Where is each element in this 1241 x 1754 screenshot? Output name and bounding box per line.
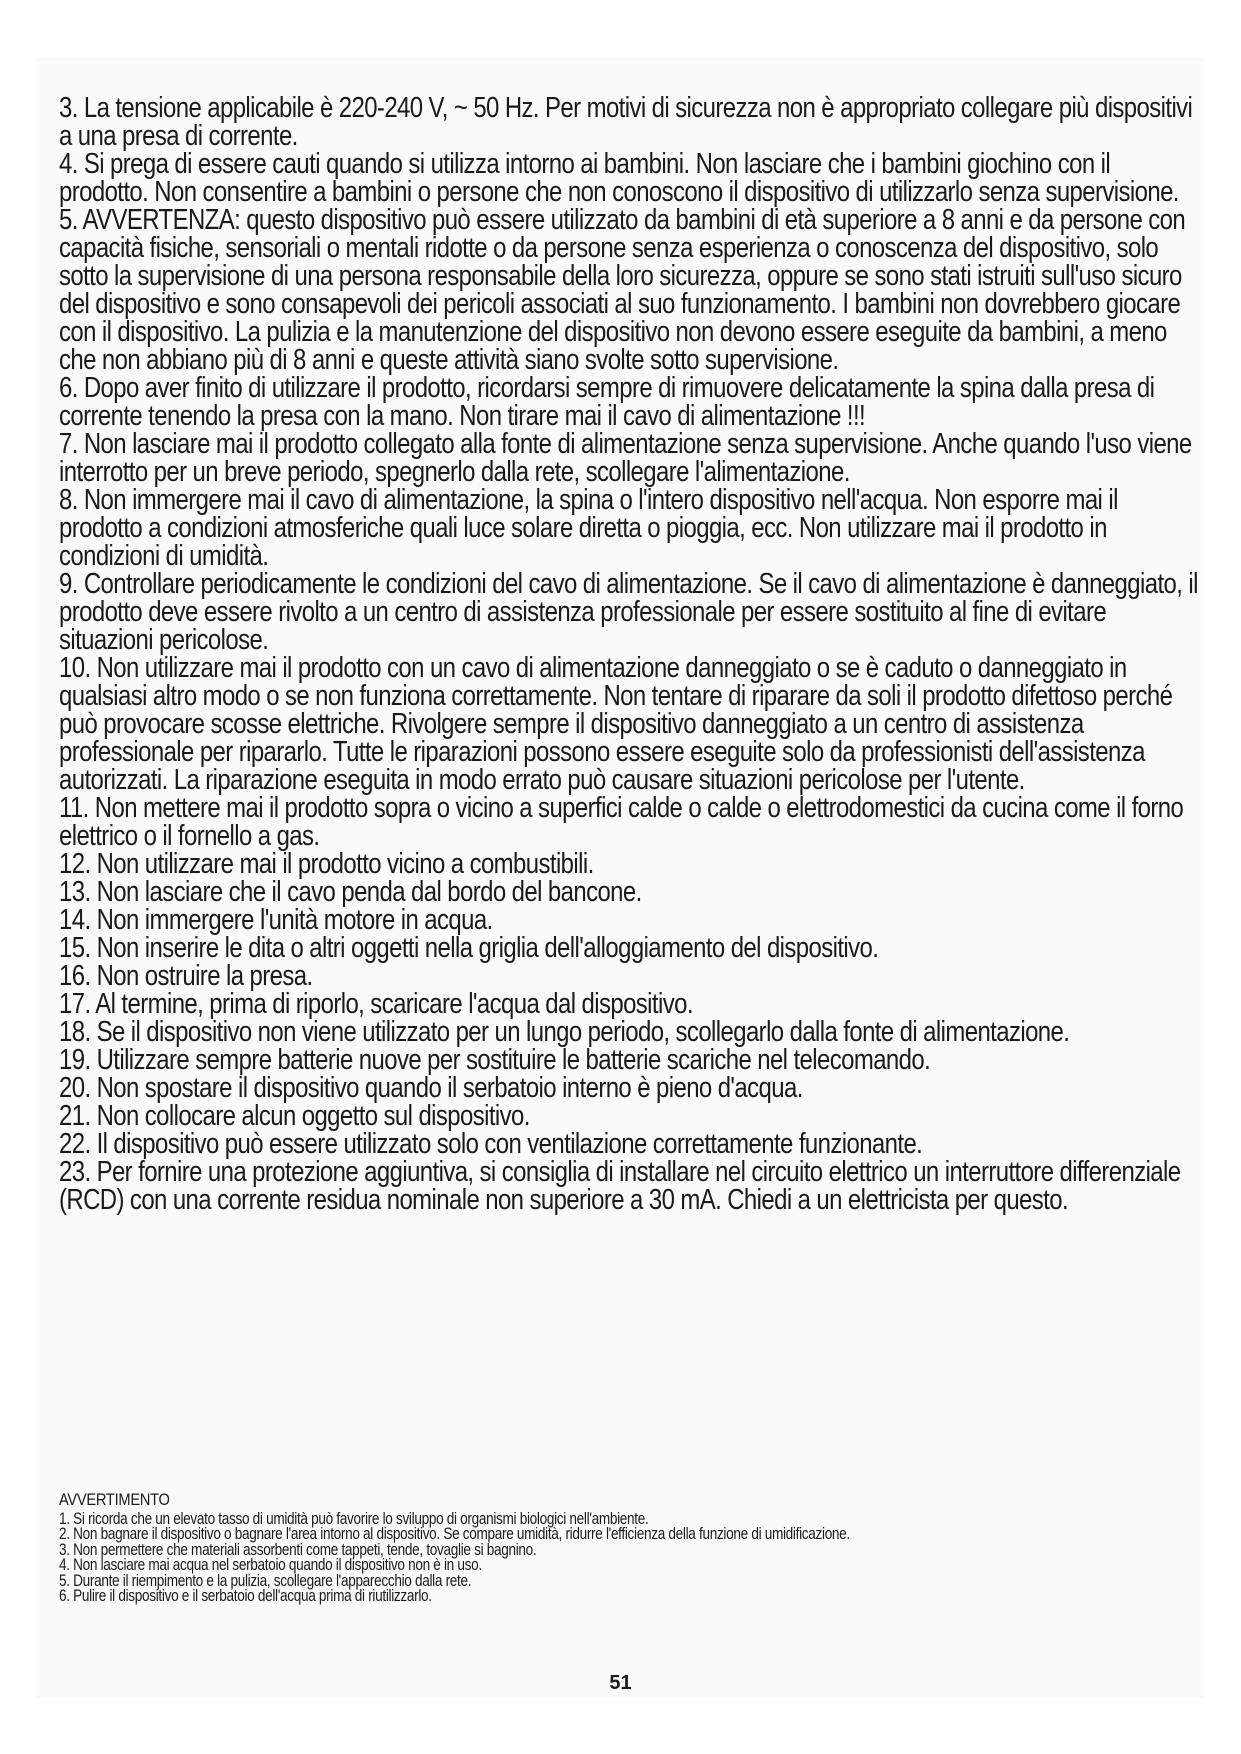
- instruction-item: 22. Il dispositivo può essere utilizzato solo con ventilazione correttamente funzionante.: [59, 1128, 923, 1160]
- warning-item: 1. Si ricorda che un elevato tasso di umidità può favorire lo sviluppo di organismi biologici nell'ambiente.: [59, 1509, 649, 1528]
- instruction-item: 9. Controllare periodicamente le condizioni del cavo di alimentazione. Se il cavo di alimentazione è danneggiato, il prodotto deve essere rivolto a un centro di assistenza professionale per essere sostituito al fine di evitare situazioni pericolose.: [59, 568, 1198, 656]
- instruction-item: 21. Non collocare alcun oggetto sul dispositivo.: [59, 1100, 530, 1132]
- instruction-item: 5. AVVERTENZA: questo dispositivo può essere utilizzato da bambini di età superiore a 8 anni e da persone con capacità fisiche, sensoriali o mentali ridotte o da persone senza esperienza o conoscenza del dispositivo, solo sotto la supervisione di una persona responsabile della loro sicurezza, oppure se sono stati istruiti sull'uso sicuro del dispositivo e sono consapevoli dei pericoli associati al suo funzionamento. I bambini non dovrebbero giocare con il dispositivo. La pulizia e la manutenzione del dispositivo non devono essere eseguite da bambini, a meno che non abbiano più di 8 anni e queste attività siano svolte sotto supervisione.: [59, 204, 1186, 376]
- instruction-item: 19. Utilizzare sempre batterie nuove per sostituire le batterie scariche nel telecomando.: [59, 1044, 931, 1076]
- warning-item: 2. Non bagnare il dispositivo o bagnare l'area intorno al dispositivo. Se compare umidità, ridurre l'efficienza della funzione di umidificazione.: [59, 1524, 850, 1544]
- warning-list: [59, 1509, 1199, 1606]
- instruction-item: 15. Non inserire le dita o altri oggetti nella griglia dell'alloggiamento del dispositivo.: [59, 932, 879, 964]
- instruction-item: 6. Dopo aver finito di utilizzare il prodotto, ricordarsi sempre di rimuovere delicatamente la spina dalla presa di corrente tenendo la presa con la mano. Non tirare mai il cavo di alimentazione !!!: [59, 372, 1155, 432]
- safety-instructions-list: [59, 94, 1199, 1214]
- instruction-item: 8. Non immergere mai il cavo di alimentazione, la spina o l'intero dispositivo nell'acqua. Non esporre mai il prodotto a condizioni atmosferiche quali luce solare diretta o pioggia, ecc. Non utilizzare mai il prodotto in condizioni di umidità.: [59, 484, 1118, 572]
- warning-item: 4. Non lasciare mai acqua nel serbatoio quando il dispositivo non è in uso.: [59, 1555, 482, 1575]
- instruction-item: 23. Per fornire una protezione aggiuntiva, si consiglia di installare nel circuito elettrico un interruttore differenziale (RCD) con una corrente residua nominale non superiore a 30 mA. Chiedi a un elettricista per questo.: [59, 1156, 1181, 1216]
- warning-item: 5. Durante il riempimento e la pulizia, scollegare l'apparecchio dalla rete.: [59, 1570, 472, 1590]
- warning-item: 3. Non permettere che materiali assorbenti come tappeti, tende, tovaglie si bagnino.: [59, 1539, 537, 1559]
- instruction-item: 4. Si prega di essere cauti quando si utilizza intorno ai bambini. Non lasciare che i bambini giochino con il prodotto. Non consentire a bambini o persone che non conoscono il dispositivo di utilizzarlo senza supervisione.: [59, 148, 1179, 208]
- instruction-item: 12. Non utilizzare mai il prodotto vicino a combustibili.: [59, 848, 594, 880]
- instruction-item: 11. Non mettere mai il prodotto sopra o vicino a superfici calde o calde o elettrodomestici da cucina come il forno elettrico o il fornello a gas.: [59, 792, 1184, 852]
- instruction-item: 14. Non immergere l'unità motore in acqua.: [59, 904, 493, 936]
- warning-item: 6. Pulire il dispositivo e il serbatoio dell'acqua prima di riutilizzarlo.: [59, 1586, 432, 1606]
- instruction-item: 16. Non ostruire la presa.: [59, 960, 313, 992]
- page-number: 51: [609, 1672, 632, 1694]
- warning-title: AVVERTIMENTO: [59, 1490, 170, 1509]
- instruction-item: 20. Non spostare il dispositivo quando il serbatoio interno è pieno d'acqua.: [59, 1072, 803, 1104]
- instruction-item: 10. Non utilizzare mai il prodotto con un cavo di alimentazione danneggiato o se è caduto o danneggiato in qualsiasi altro modo o se non funziona correttamente. Non tentare di riparare da soli il prodotto difettoso perché può provocare scosse elettriche. Rivolgere sempre il dispositivo danneggiato a un centro di assistenza professionale per ripararlo. Tutte le riparazioni possono essere eseguite solo da professionisti dell'assistenza autorizzati. La riparazione eseguita in modo errato può causare situazioni pericolose per l'utente.: [59, 652, 1173, 796]
- warning-section: [59, 1490, 1199, 1606]
- instruction-item: 3. La tensione applicabile è 220-240 V, ~ 50 Hz. Per motivi di sicurezza non è appropriato collegare più dispositivi a una presa di corrente.: [59, 92, 1193, 152]
- instruction-item: 17. Al termine, prima di riporlo, scaricare l'acqua dal dispositivo.: [59, 988, 693, 1020]
- instruction-item: 13. Non lasciare che il cavo penda dal bordo del bancone.: [59, 876, 642, 908]
- instruction-item: 7. Non lasciare mai il prodotto collegato alla fonte di alimentazione senza supervisione. Anche quando l'uso viene interrotto per un breve periodo, spegnerlo dalla rete, scollegare l'alimentazione.: [59, 428, 1192, 488]
- instruction-item: 18. Se il dispositivo non viene utilizzato per un lungo periodo, scollegarlo dalla fonte di alimentazione.: [59, 1016, 1070, 1048]
